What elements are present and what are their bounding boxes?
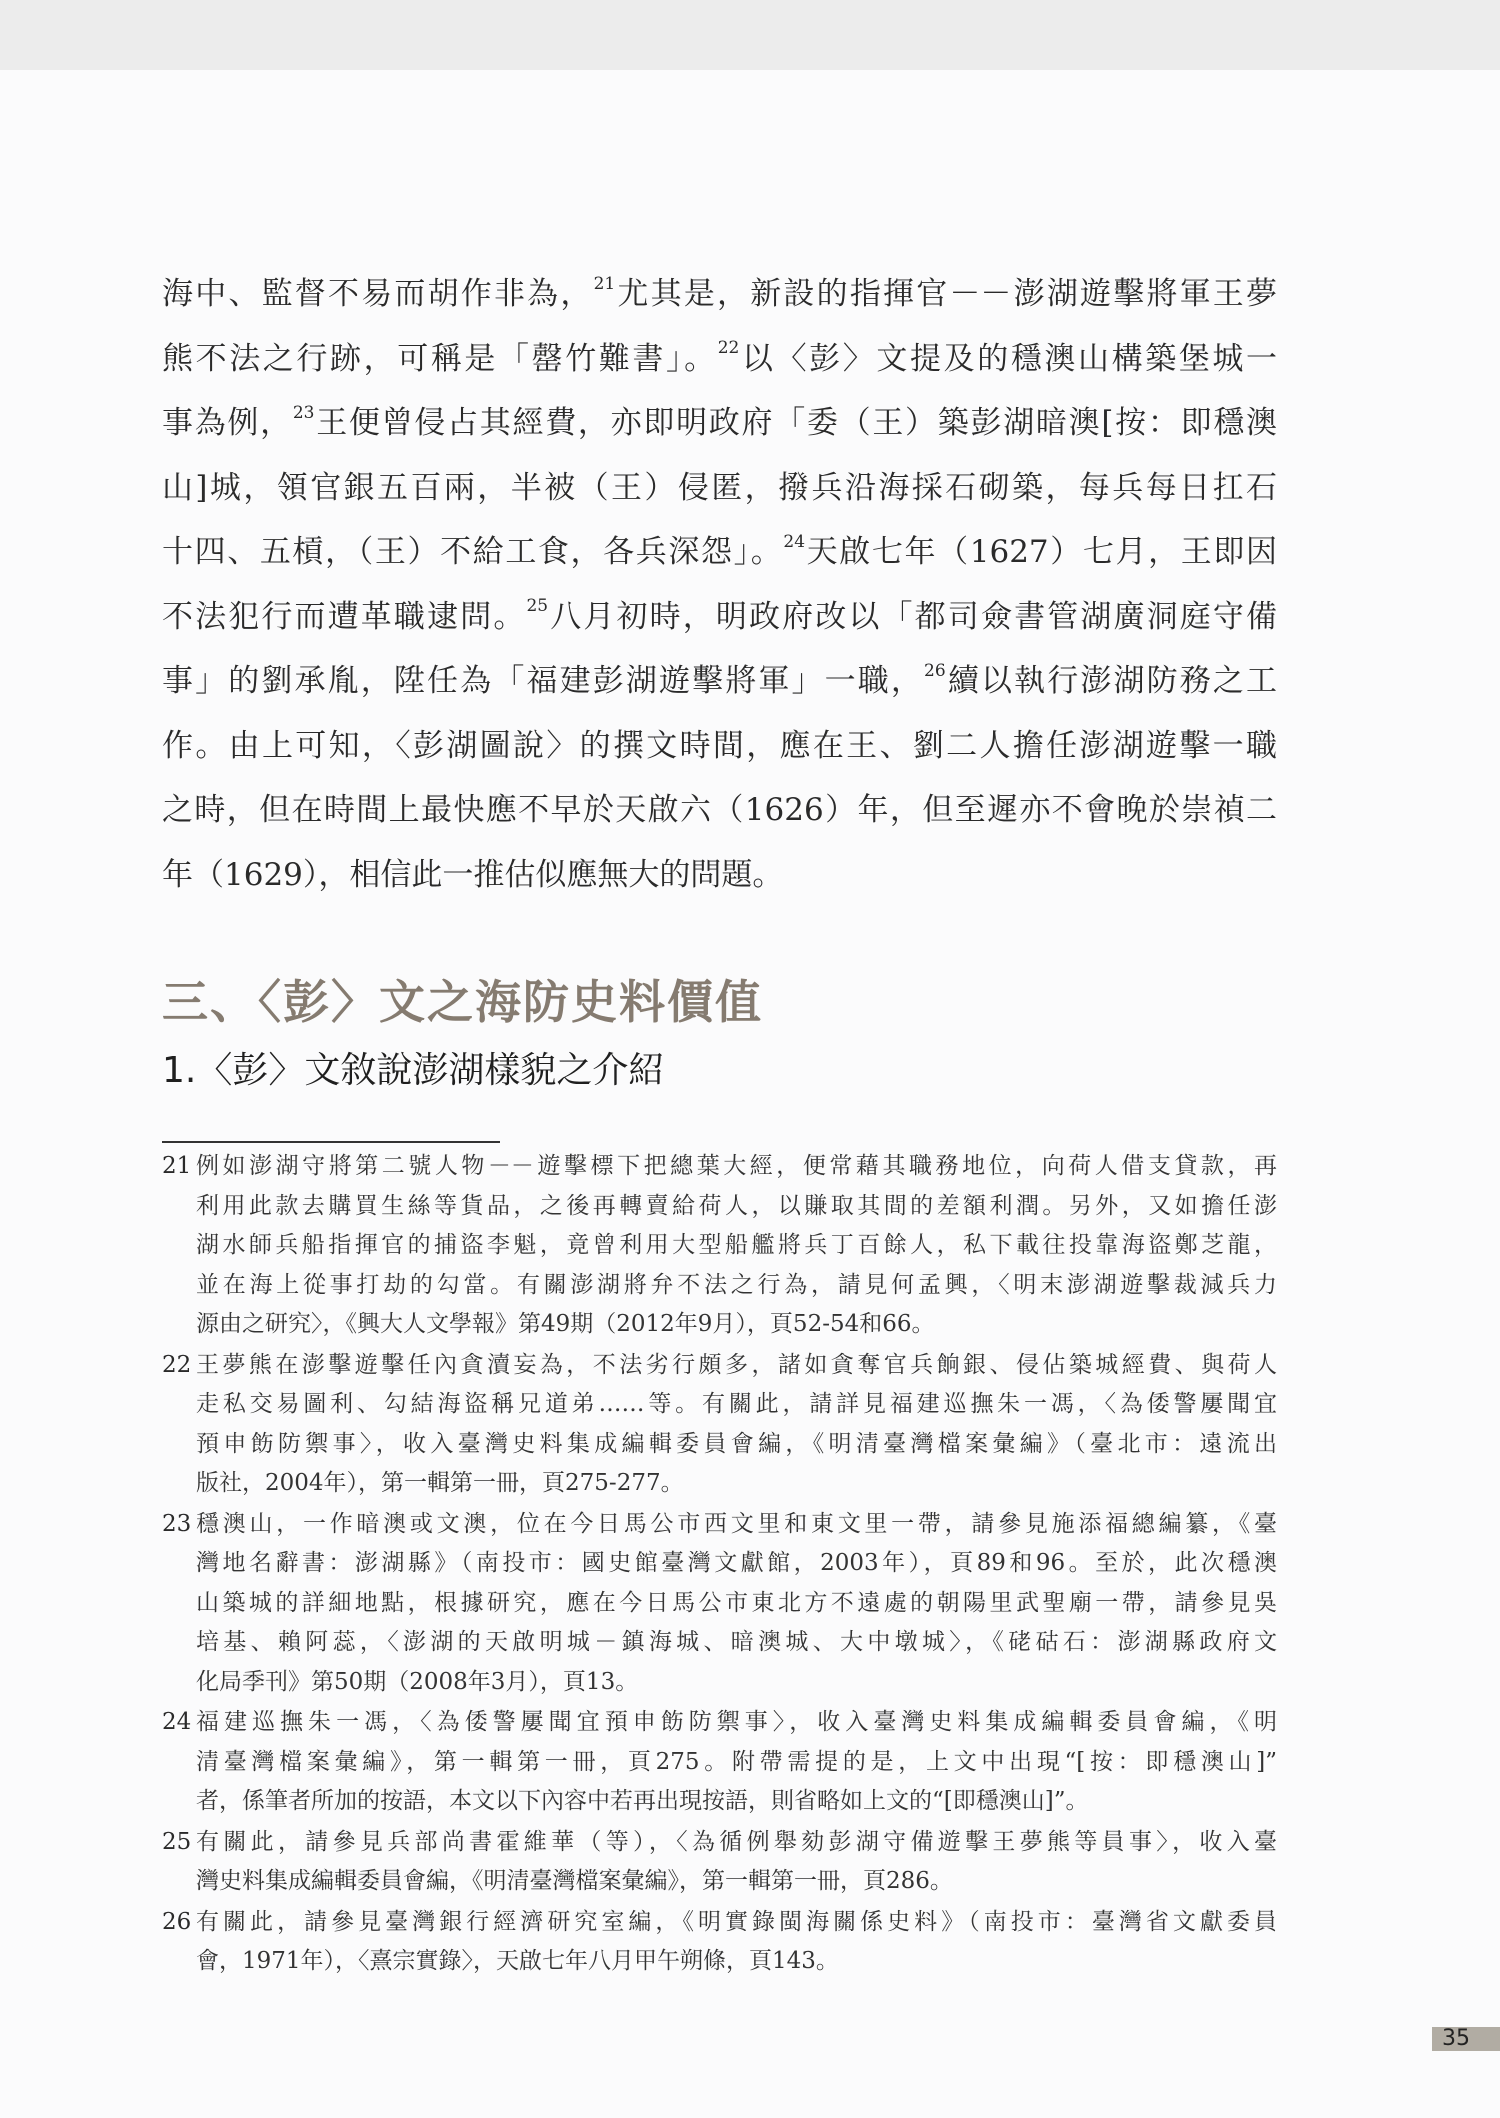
footnote-23 bbox=[162, 1505, 1277, 1703]
footnote-line: 灣史料集成編輯委員會編，《明清臺灣檔案彙編》，第一輯第一冊，頁286。 bbox=[196, 1868, 953, 1894]
footnote-line: 有關此，請參見臺灣銀行經濟研究室編，《明實錄閩海關係史料》（南投市：臺灣省文獻委員 bbox=[196, 1908, 1277, 1935]
body-text-run: 王便曾侵占其經費，亦即明政府「委（王）築彭湖暗澳[按：即穩澳 bbox=[314, 405, 1278, 441]
footnotes bbox=[162, 1147, 1277, 1983]
footnote-line: 福建巡撫朱一馮，〈為倭警屢聞宜預申飭防禦事〉，收入臺灣史料集成編輯委員會編，《明 bbox=[196, 1709, 1277, 1735]
footnote-number: 24 bbox=[162, 1709, 192, 1735]
body-line bbox=[162, 843, 1277, 908]
footnote-line: 者，係筆者所加的按語，本文以下內容中若再出現按語，則省略如上文的“[即穩澳山]”。 bbox=[196, 1788, 1089, 1814]
footnote-line: 化局季刊》第50期（2008年3月），頁13。 bbox=[196, 1668, 639, 1695]
footnote-24 bbox=[162, 1703, 1277, 1822]
body-text-run: 續以執行澎湖防務之工 bbox=[945, 663, 1278, 699]
footnote-line: 湖水師兵船指揮官的捕盜李魁，竟曾利用大型船艦將兵丁百餘人，私下載往投靠海盜鄭芝龍， bbox=[196, 1232, 1277, 1258]
footnote-number: 25 bbox=[162, 1828, 192, 1855]
footnote-number: 22 bbox=[162, 1351, 192, 1378]
footnote-line: 培基、賴阿蕊，〈澎湖的天啟明城－鎮海城、暗澳城、大中墩城〉，《硓𥑮石：澎湖縣政府文 bbox=[196, 1629, 1277, 1655]
footnote-line: 例如澎湖守將第二號人物－－遊擊標下把總葉大經，便常藉其職務地位，向荷人借支貸款，再 bbox=[196, 1153, 1277, 1179]
footnote-divider bbox=[162, 1141, 500, 1143]
body-line bbox=[162, 585, 1277, 650]
footnote-ref[interactable]: 22 bbox=[717, 338, 740, 359]
footnote-line: 預申飭防禦事〉，收入臺灣史料集成編輯委員會編，《明清臺灣檔案彙編》（臺北市：遠流出 bbox=[196, 1430, 1277, 1457]
footnote-number: 26 bbox=[162, 1908, 192, 1935]
body-text-run: 熊不法之行跡，可稱是「罄竹難書」。 bbox=[162, 340, 718, 377]
body-line bbox=[162, 714, 1277, 779]
body-line bbox=[162, 391, 1277, 456]
body-line bbox=[162, 327, 1277, 392]
section-heading: 三、〈彭〉文之海防史料價值 bbox=[162, 975, 763, 1029]
body-text-run: 不法犯行而遭革職逮問。 bbox=[162, 598, 527, 635]
body-line bbox=[162, 262, 1277, 327]
footnote-line: 利用此款去購買生絲等貨品，之後再轉賣給荷人，以賺取其間的差額利潤。另外，又如擔任澎 bbox=[196, 1192, 1277, 1219]
footnote-ref[interactable]: 21 bbox=[593, 273, 616, 294]
footnote-line: 山築城的詳細地點，根據研究，應在今日馬公市東北方不遠處的朝陽里武聖廟一帶，請參見吳 bbox=[196, 1589, 1277, 1616]
body-text-run: 作。由上可知，〈彭湖圖說〉的撰文時間，應在王、劉二人擔任澎湖遊擊一職 bbox=[162, 727, 1277, 764]
body-text bbox=[162, 262, 1277, 907]
footnote-ref[interactable]: 26 bbox=[924, 660, 946, 681]
subsection-heading: 1.〈彭〉文敘說澎湖樣貌之介紹 bbox=[162, 1050, 665, 1091]
body-text-run: 山]城，領官銀五百兩，半被（王）侵匿，撥兵沿海採石砌築，每兵每日扛石 bbox=[162, 469, 1277, 506]
body-text-run: 事」的劉承胤，陞任為「福建彭湖遊擊將軍」一職， bbox=[162, 663, 925, 699]
body-text-run: 八月初時，明政府改以「都司僉書管湖廣洞庭守備 bbox=[548, 598, 1277, 635]
footnote-line: 會，1971年），〈熹宗實錄〉，天啟七年八月甲午朔條，頁143。 bbox=[196, 1948, 839, 1974]
body-text-run: 天啟七年（1627）七月，王即因 bbox=[805, 534, 1277, 570]
footnote-ref[interactable]: 24 bbox=[783, 531, 806, 552]
footnote-26 bbox=[162, 1903, 1277, 1982]
footnote-line: 清臺灣檔案彙編》，第一輯第一冊，頁275。附帶需提的是，上文中出現“[按：即穩澳山]” bbox=[196, 1748, 1277, 1775]
body-line bbox=[162, 456, 1277, 521]
footnote-ref[interactable]: 25 bbox=[526, 596, 549, 617]
footnote-25 bbox=[162, 1823, 1277, 1902]
footnote-line: 並在海上從事打劫的勾當。有關澎湖將弁不法之行為，請見何孟興，〈明末澎湖遊擊裁減兵力 bbox=[196, 1271, 1277, 1298]
footnote-number: 21 bbox=[162, 1153, 192, 1179]
body-text-run: 事為例， bbox=[162, 405, 293, 441]
body-line bbox=[162, 520, 1277, 585]
body-line bbox=[162, 778, 1277, 843]
footnote-21 bbox=[162, 1147, 1277, 1345]
footnote-line: 穩澳山，一作暗澳或文澳，位在今日馬公市西文里和東文里一帶，請參見施添福總編纂，《臺 bbox=[196, 1510, 1277, 1537]
footnote-22 bbox=[162, 1346, 1277, 1504]
footnote-number: 23 bbox=[162, 1510, 192, 1537]
body-text-run: 尤其是，新設的指揮官－－澎湖遊擊將軍王夢 bbox=[615, 276, 1278, 312]
footnote-line: 灣地名辭書：澎湖縣》（南投市：國史館臺灣文獻館，2003年），頁89和96。至於，此次穩澳 bbox=[196, 1550, 1277, 1576]
page-number: 35 bbox=[1432, 2027, 1500, 2051]
body-text-run: 之時，但在時間上最快應不早於天啟六（1626）年，但至遲亦不會晚於崇禎二 bbox=[162, 792, 1277, 828]
body-text-run: 海中、監督不易而胡作非為， bbox=[162, 276, 594, 312]
body-text-run: 十四、五槓，（王）不給工食，各兵深怨」。 bbox=[162, 534, 784, 570]
body-line bbox=[162, 649, 1277, 714]
footnote-ref[interactable]: 23 bbox=[292, 402, 315, 423]
body-text-run: 年（1629），相信此一推估似應無大的問題。 bbox=[162, 856, 784, 893]
footnote-line: 走私交易圖利、勾結海盜稱兄道弟……等。有關此，請詳見福建巡撫朱一馮，〈為倭警屢聞宜 bbox=[196, 1391, 1277, 1417]
scan-top-band bbox=[0, 0, 1500, 70]
footnote-line: 源由之研究〉，《興大人文學報》第49期（2012年9月），頁52-54和66。 bbox=[196, 1311, 935, 1337]
body-text-run: 以〈彭〉文提及的穩澳山構築堡城一 bbox=[739, 340, 1278, 377]
footnote-line: 有關此，請參見兵部尚書霍維華（等），〈為循例舉劾彭湖守備遊擊王夢熊等員事〉，收入臺 bbox=[196, 1828, 1277, 1855]
footnote-line: 王夢熊在澎擊遊擊任內貪瀆妄為，不法劣行頗多，諸如貪奪官兵餉銀、侵佔築城經費、與荷人 bbox=[196, 1351, 1277, 1378]
footnote-line: 版社，2004年），第一輯第一冊，頁275-277。 bbox=[196, 1470, 684, 1496]
